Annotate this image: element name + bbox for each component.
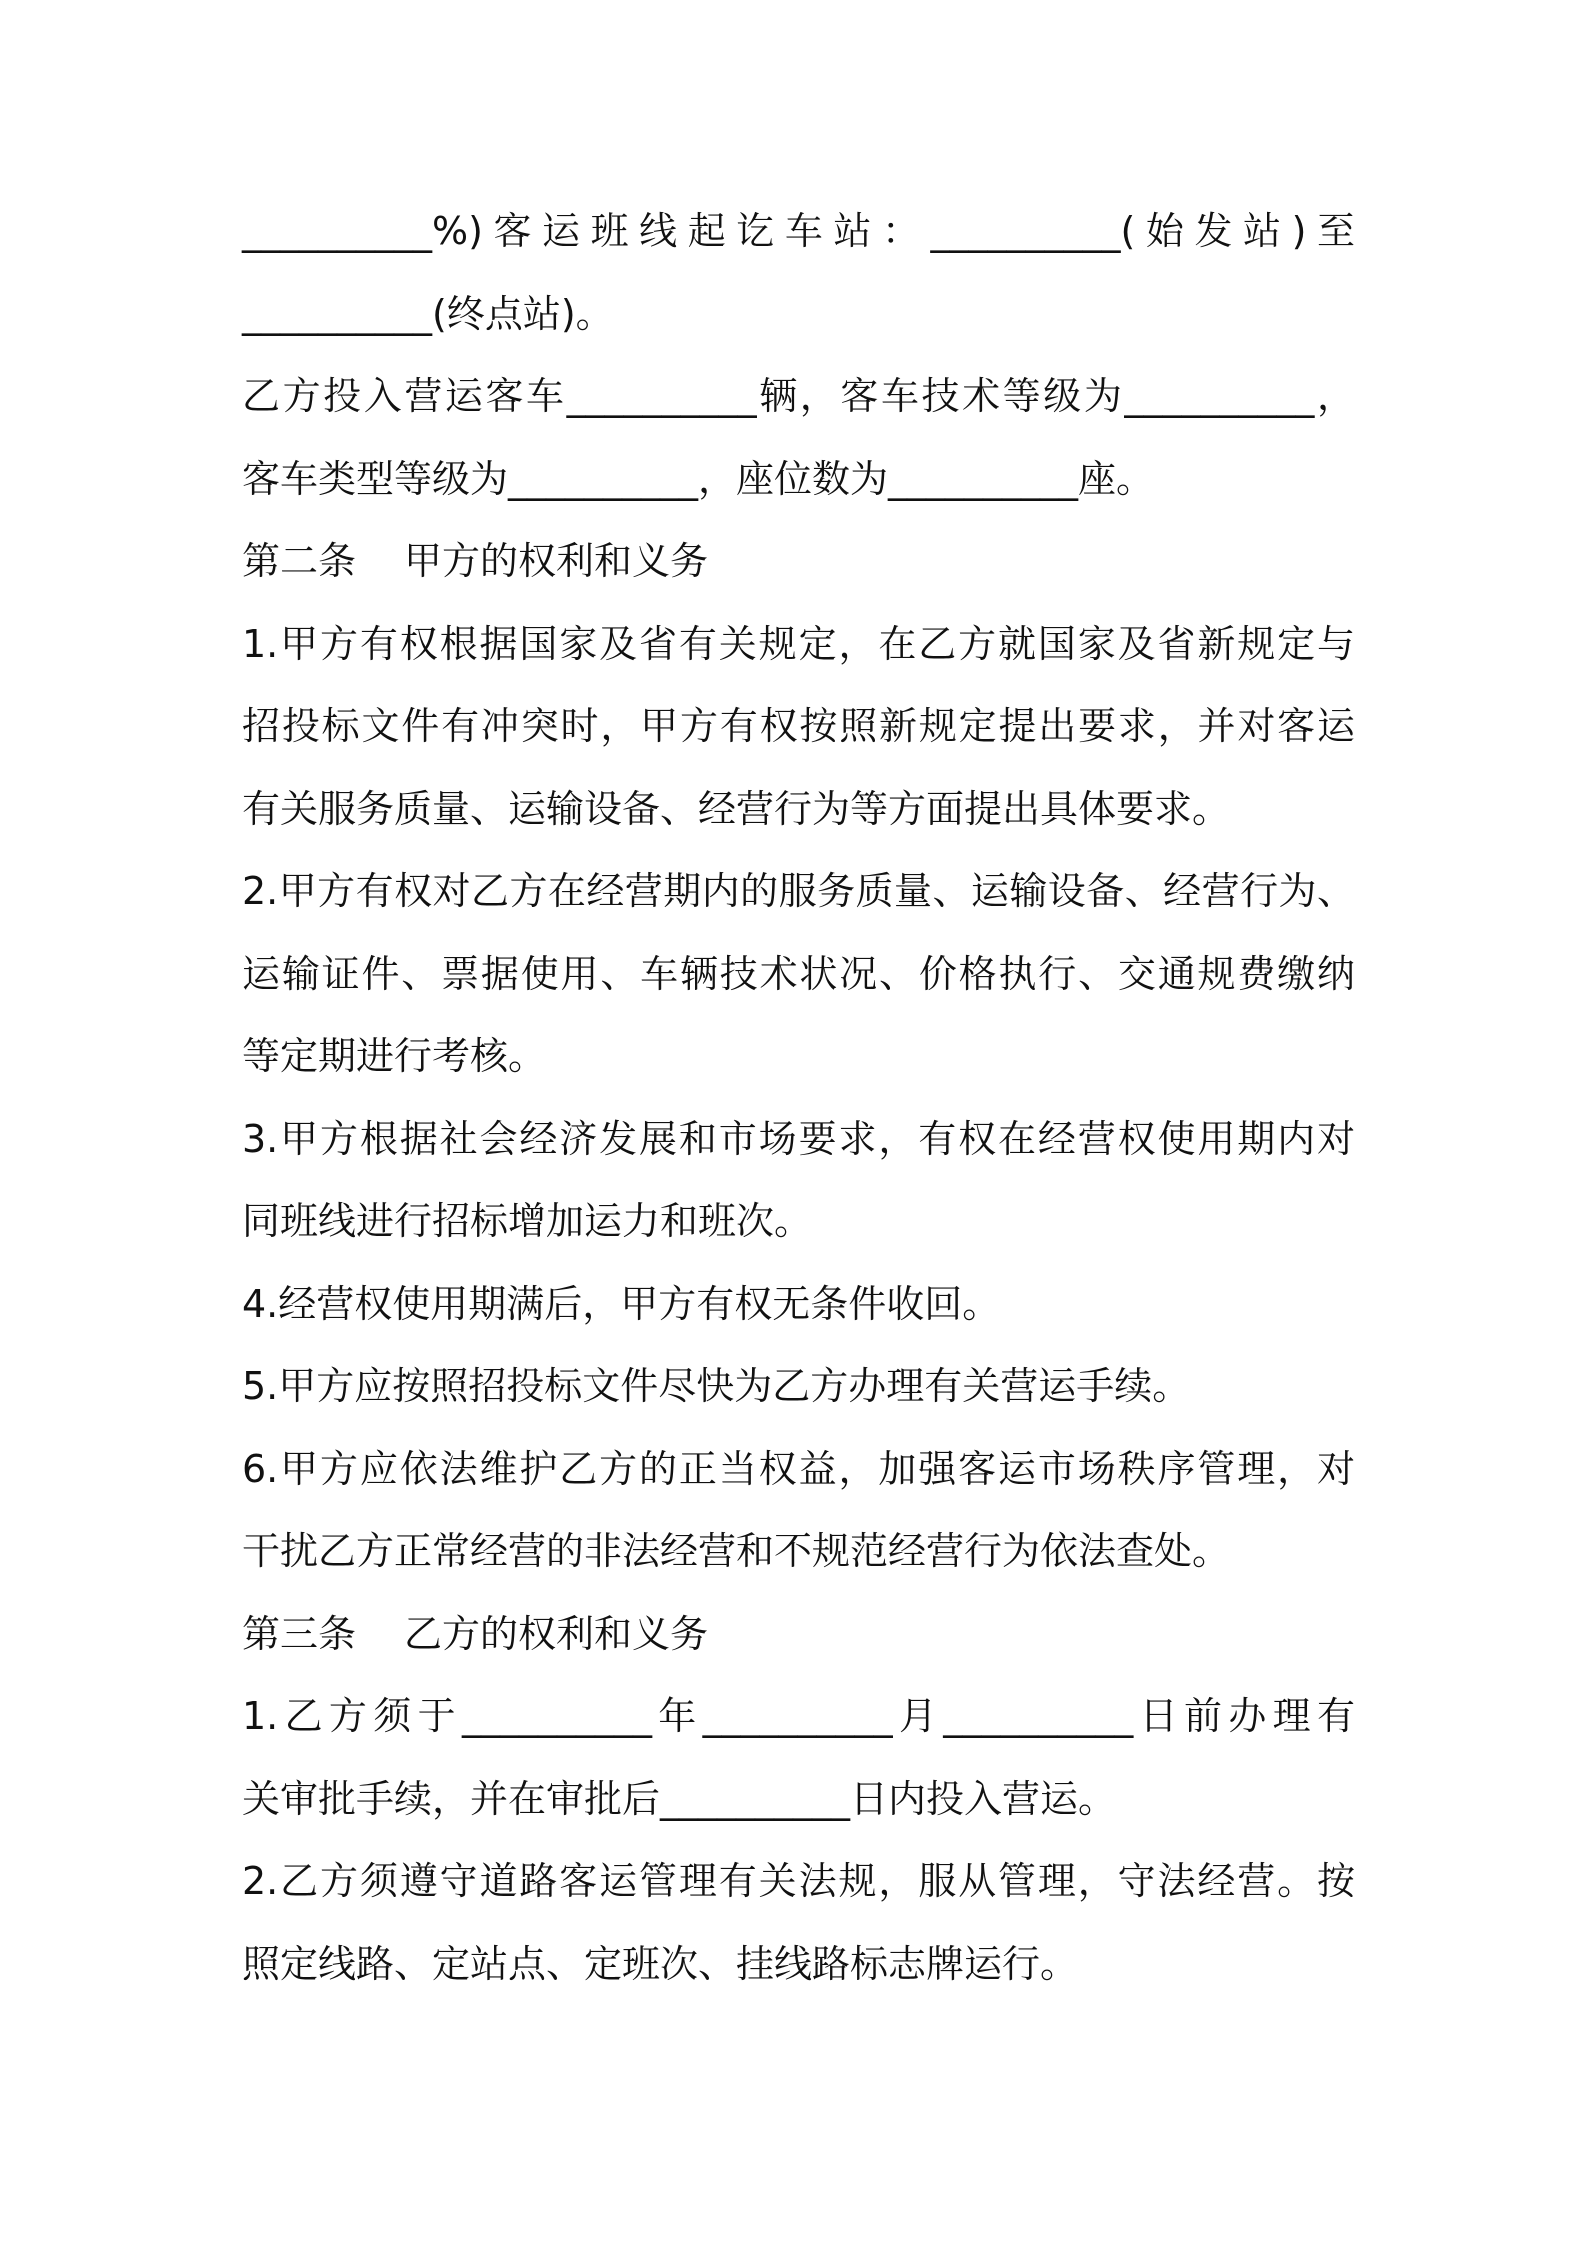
text-line: 照定线路、定站点、定班次、挂线路标志牌运行。 (242, 1941, 1079, 1986)
text-line: 6.甲方应依法维护乙方的正当权益，加强客运市场秩序管理，对 (242, 1446, 1355, 1491)
text-line: 客车类型等级为__________，座位数为__________座。 (242, 456, 1155, 501)
text-line: 1.甲方有权根据国家及省有关规定，在乙方就国家及省新规定与 (242, 621, 1355, 666)
text-line: 干扰乙方正常经营的非法经营和不规范经营行为依法查处。 (242, 1529, 1231, 1573)
article-heading-2 (242, 520, 1355, 603)
text-line: 运输证件、票据使用、车辆技术状况、价格执行、交通规费缴纳 (242, 951, 1355, 996)
text-line: 1.乙方须于__________年__________月__________日前办理有 (242, 1694, 1355, 1738)
article-title: 甲方的权利和义务 (404, 539, 709, 583)
document-body (242, 190, 1355, 2005)
article-title: 乙方的权利和义务 (404, 1611, 709, 1656)
text-line: 5.甲方应按照招投标文件尽快为乙方办理有关营运手续。 (242, 1364, 1191, 1408)
text-line: 招投标文件有冲突时，甲方有权按照新规定提出要求，并对客运 (242, 704, 1355, 748)
text-line: 乙方投入营运客车__________辆，客车技术等级为__________， (242, 374, 1355, 418)
text-line: __________(终点站)。 (242, 291, 614, 336)
text-line: 有关服务质量、运输设备、经营行为等方面提出具体要求。 (242, 786, 1231, 831)
text-line: 关审批手续，并在审批后__________日内投入营运。 (242, 1776, 1117, 1821)
text-line: 同班线进行招标增加运力和班次。 (242, 1199, 813, 1243)
article-number: 第三条 (242, 1611, 357, 1656)
text-line: 等定期进行考核。 (242, 1034, 547, 1078)
text-line: 3.甲方根据社会经济发展和市场要求，有权在经营权使用期内对 (242, 1116, 1355, 1161)
text-line: 2.甲方有权对乙方在经营期内的服务质量、运输设备、经营行为、 (242, 869, 1355, 913)
text-line: 2.乙方须遵守道路客运管理有关法规，服从管理，守法经营。按 (242, 1859, 1355, 1903)
article-heading-3 (242, 1593, 1355, 1676)
text-line: 4.经营权使用期满后，甲方有权无条件收回。 (242, 1281, 1001, 1326)
article-number: 第二条 (242, 539, 357, 583)
text-line: __________%)客运班线起讫车站：__________(始发站)至 (242, 209, 1355, 253)
